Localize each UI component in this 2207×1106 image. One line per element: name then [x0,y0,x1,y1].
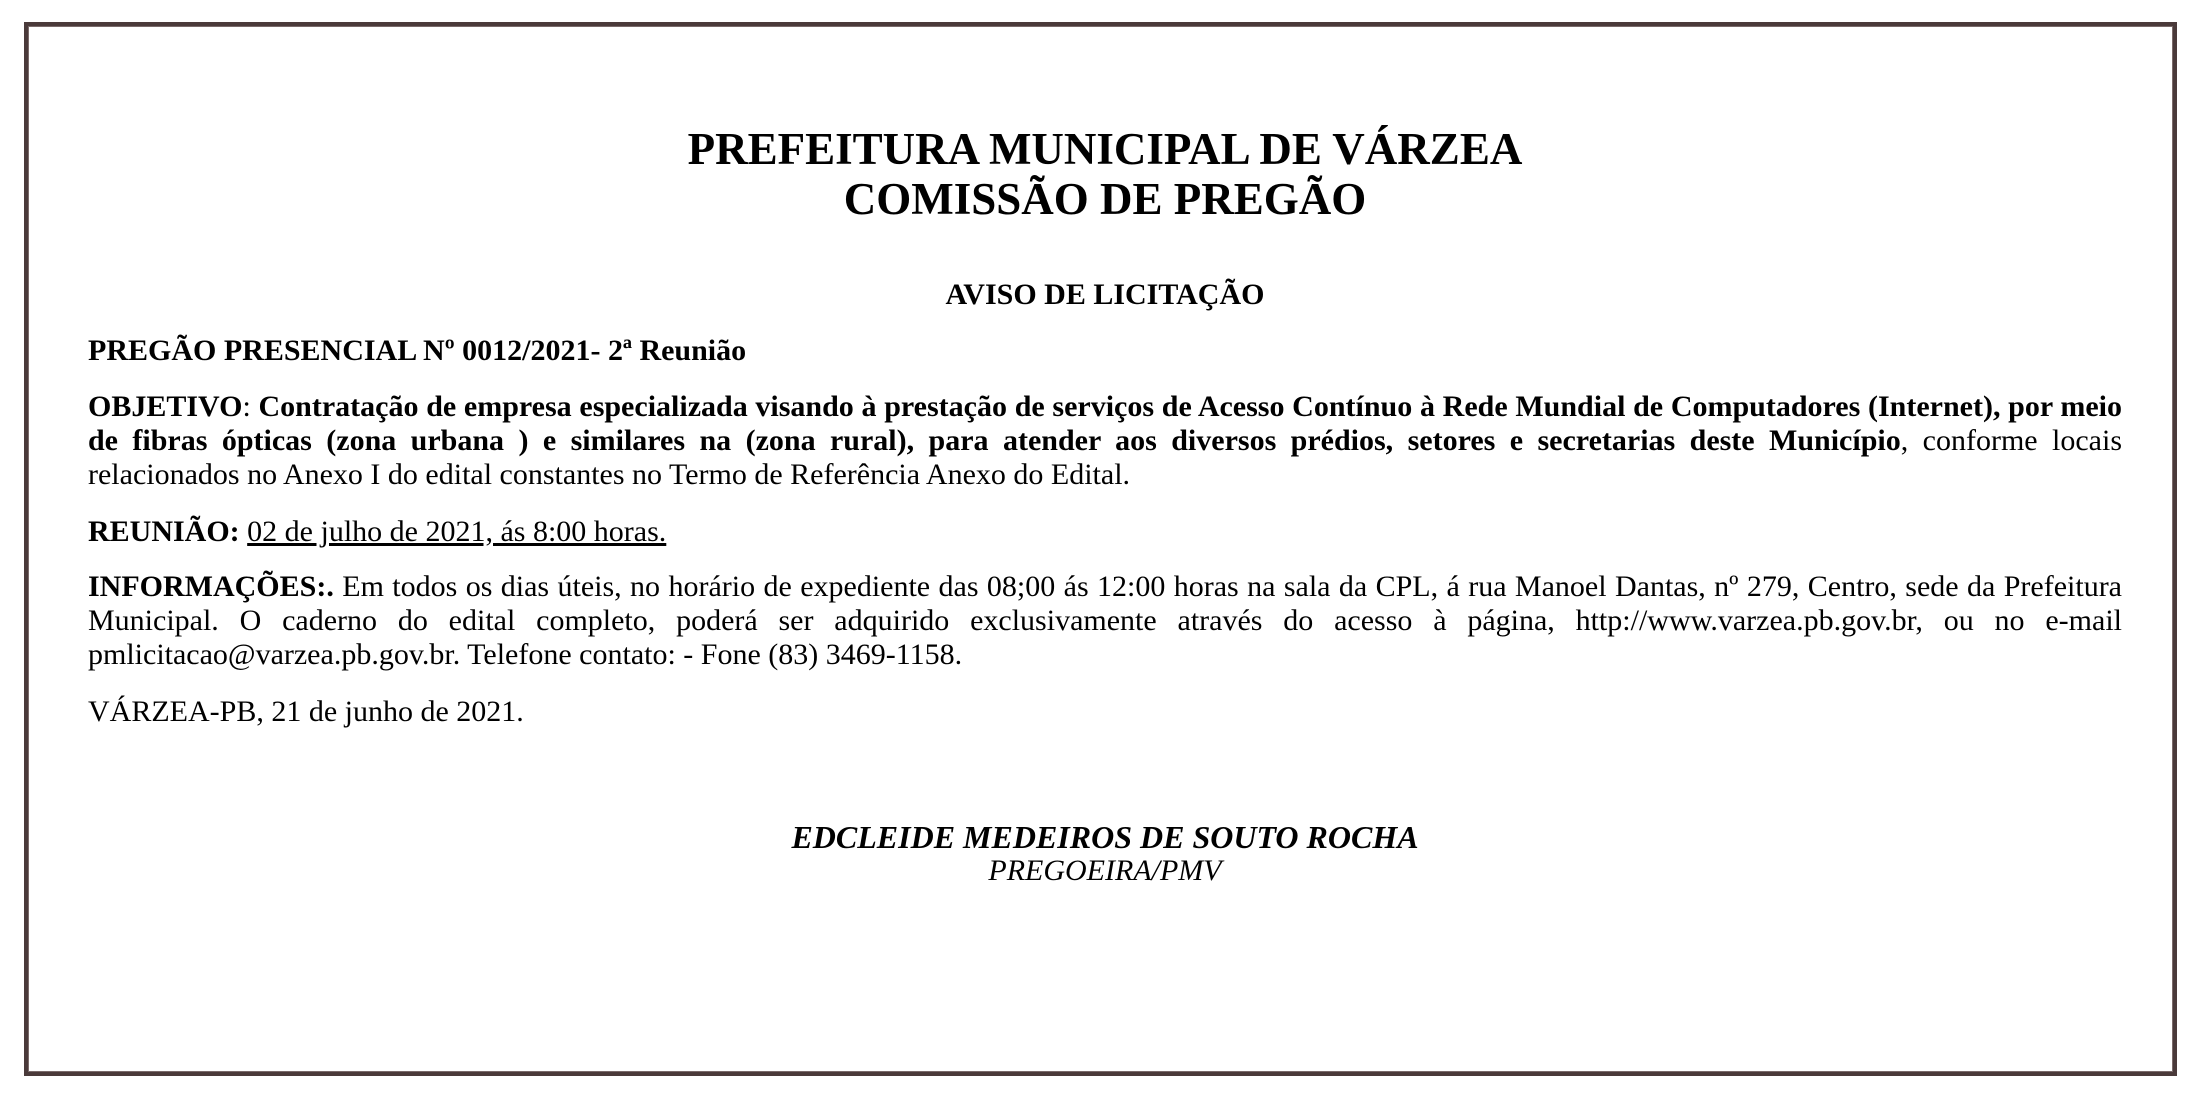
header-line-2: COMISSÃO DE PREGÃO [843,174,1367,224]
place-date: VÁRZEA-PB, 21 de junho de 2021. [88,695,524,728]
objetivo-normal-text: , conforme locais relacionados no Anexo I do edital constantes no Termo de Referência Anexo do Edital. [88,424,2122,491]
pregao-title: PREGÃO PRESENCIAL Nº 0012/2021- 2ª Reunião [88,334,747,367]
signature-role: PREGOEIRA/PMV [988,854,1222,887]
reuniao-value: 02 de julho de 2021, ás 8:00 horas. [247,515,667,548]
notice-type: AVISO DE LICITAÇÃO [945,278,1265,311]
informacoes-paragraph [88,570,2122,672]
objetivo-paragraph [88,390,2122,492]
signature-name: EDCLEIDE MEDEIROS DE SOUTO ROCHA [791,819,1419,855]
objetivo-label: OBJETIVO [88,390,243,423]
objetivo-bold-text: Contratação de empresa especializada visando à prestação de serviços de Acesso Contínuo à Rede Mundial de Computadores (Internet), por meio de fibras ópticas (zona urbana ) e similares na (zona rural), para atender aos diversos prédios, setores e secretarias deste Município [88,390,2122,457]
reuniao-paragraph [88,515,2122,549]
reuniao-label: REUNIÃO: [88,515,240,548]
signature-block [88,820,2122,888]
informacoes-label: INFORMAÇÕES:. [88,570,334,603]
informacoes-text: Em todos os dias úteis, no horário de expediente das 08;00 ás 12:00 horas na sala da CPL, á rua Manoel Dantas, nº 279, Centro, sede da Prefeitura Municipal. O caderno do edital completo, poderá ser adquirido exclusivamente através do acesso à página, http://www.varzea.pb.gov.br, ou no e-mail pmlicitacao@varzea.pb.gov.br. Telefone contato: - Fone (83) 3469-1158. [88,570,2122,671]
objetivo-separator: : [242,390,259,423]
header-line-1: PREFEITURA MUNICIPAL DE VÁRZEA [687,124,1523,174]
document-header [88,124,2122,224]
